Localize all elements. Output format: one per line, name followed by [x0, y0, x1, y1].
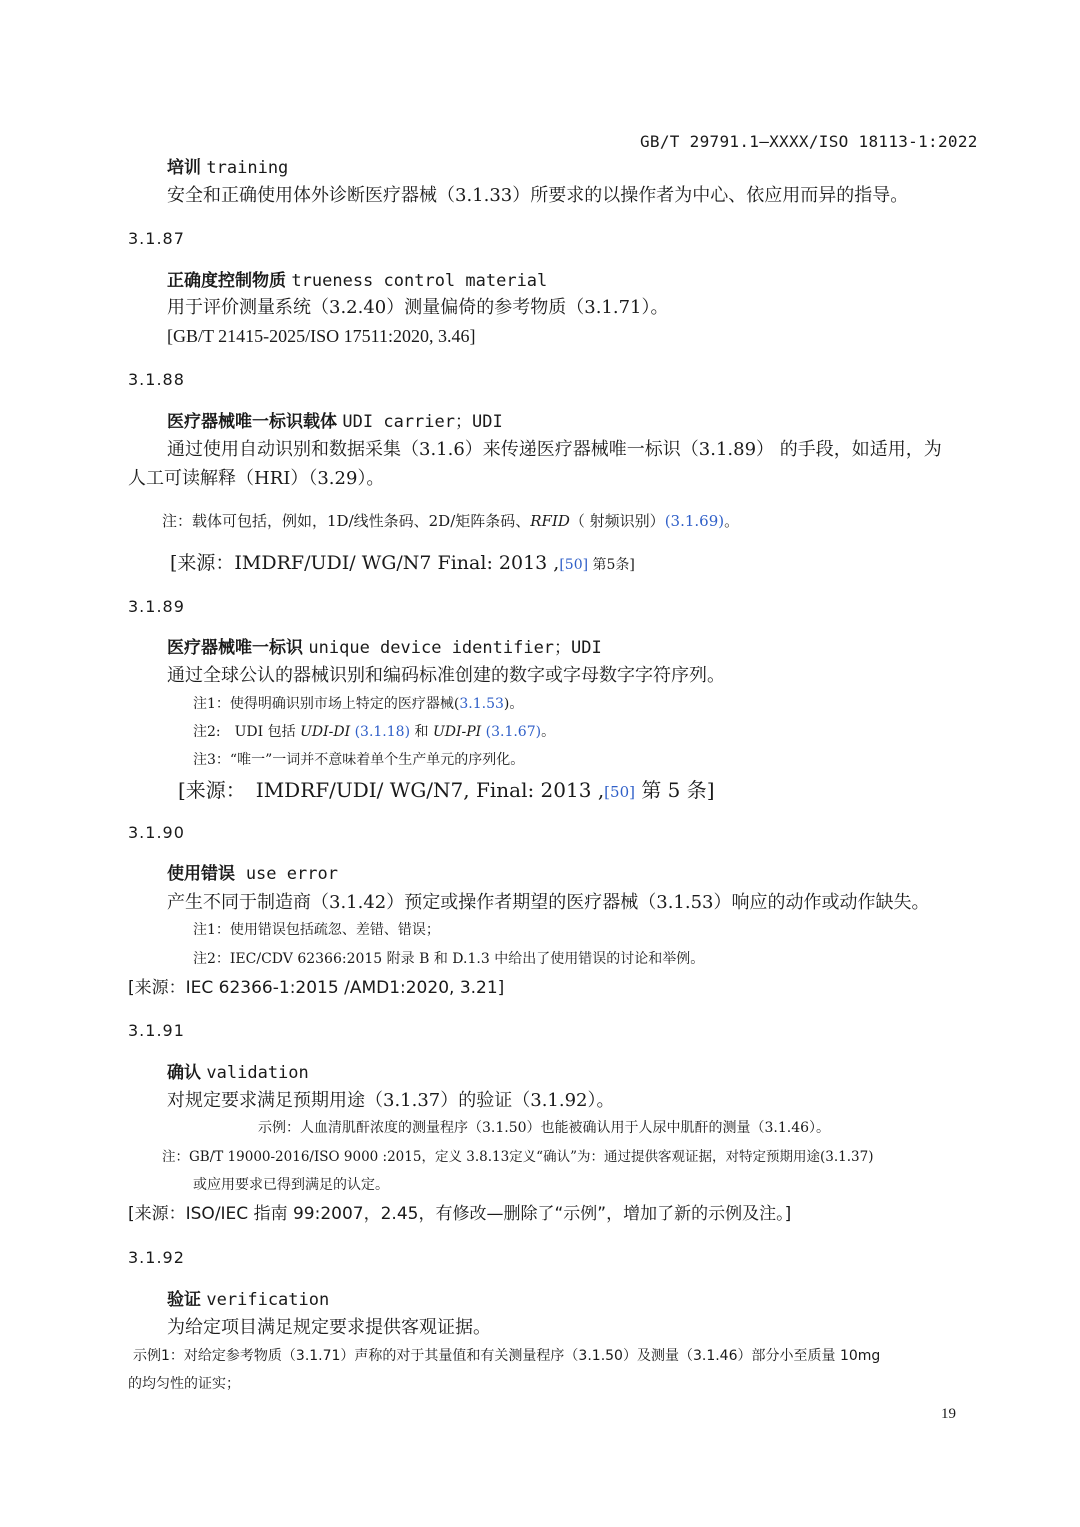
note-text: 和 [410, 724, 433, 740]
source-reference [170, 552, 635, 575]
note-text: 。 [541, 724, 556, 740]
term-heading [167, 158, 288, 178]
term-chinese: 正确度控制物质 [167, 271, 286, 291]
term-english: UDI carrier；UDI [342, 412, 503, 432]
note-text: 注：载体可包括，例如，1D/线性条码、2D/矩阵条码、 [162, 512, 531, 530]
term-chinese: 培训 [167, 158, 201, 178]
term-heading [167, 271, 547, 291]
bibliography-link[interactable]: [50] [559, 557, 589, 573]
cross-reference-link[interactable]: (3.1.69) [664, 512, 725, 530]
term-definition: 通过全球公认的器械识别和编码标准创建的数字或字母数字字符序列。 [167, 665, 725, 686]
term-heading [167, 864, 338, 884]
source-reference: [来源：ISO/IEC 指南 99:2007，2.45，有修改—删除了“示例”，增加了新的示例及注。] [128, 1204, 792, 1224]
term-chinese: 确认 [167, 1063, 201, 1083]
term-definition: 用于评价测量系统（3.2.40）测量偏倚的参考物质（3.1.71）。 [167, 297, 669, 318]
source-text: 第 5 条] [634, 778, 715, 802]
note-1: 注1：使用错误包括疏忽、差错、错误； [193, 922, 440, 938]
term-english: verification [206, 1290, 330, 1310]
cross-reference-link[interactable]: (3.1.18) [354, 724, 411, 740]
note-text: 注1：使得明确识别市场上特定的医疗器械( [193, 696, 460, 712]
term-english: validation [206, 1063, 309, 1083]
clause-number: 3.1.92 [128, 1248, 185, 1267]
term-chinese: 验证 [167, 1290, 201, 1310]
note-italic-term: RFID [530, 512, 570, 530]
term-english: training [206, 158, 289, 178]
note: 注：GB/T 19000-2016/ISO 9000 :2015，定义 3.8.13定义“确认”为：通过提供客观证据，对特定预期用途(3.1.37) [162, 1149, 874, 1165]
term-chinese: 医疗器械唯一标识载体 [167, 412, 337, 432]
clause-number: 3.1.88 [128, 370, 185, 389]
clause-number: 3.1.90 [128, 823, 185, 842]
note-1 [193, 696, 523, 713]
note-3: 注3：“唯一”一词并不意味着单个生产单元的序列化。 [193, 752, 525, 768]
term-chinese: 医疗器械唯一标识 [167, 638, 303, 658]
cross-reference-link[interactable]: 3.1.53 [459, 696, 504, 712]
source-text: [来源：IMDRF/UDI/ WG/N7 Final: 2013 , [170, 552, 560, 574]
term-definition: 安全和正确使用体外诊断医疗器械（3.1.33）所要求的以操作者为中心、依应用而异的指导。 [167, 185, 909, 206]
note-2: 注2：IEC/CDV 62366:2015 附录 B 和 D.1.3 中给出了使用错误的讨论和举例。 [193, 951, 705, 967]
term-english: unique device identifier；UDI [308, 638, 602, 658]
source-text: [来源： IMDRF/UDI/ WG/N7, Final: 2013 , [178, 778, 605, 802]
source-reference: [来源：IEC 62366-1:2015 /AMD1:2020, 3.21] [128, 978, 505, 998]
example: 示例：人血清肌酐浓度的测量程序（3.1.50）也能被确认用于人尿中肌酐的测量（3.1.46）。 [258, 1120, 831, 1136]
term-heading [167, 412, 503, 432]
note-text: 。 [724, 512, 740, 530]
bibliography-link[interactable]: [50] [604, 783, 635, 801]
term-definition: 通过使用自动识别和数据采集（3.1.6）来传递医疗器械唯一标识（3.1.89） 的手段，如适用，为 [167, 439, 942, 460]
cross-reference-link[interactable]: (3.1.67) [485, 724, 542, 740]
document-header-code: GB/T 29791.1—XXXX/ISO 18113-1:2022 [640, 132, 978, 151]
clause-number: 3.1.89 [128, 597, 185, 616]
note [162, 512, 739, 530]
note-continued: 或应用要求已得到满足的认定。 [193, 1177, 389, 1193]
example-1: 示例1：对给定参考物质（3.1.71）声称的对于其量值和有关测量程序（3.1.50）及测量（3.1.46）部分小至质量 10mg [133, 1348, 881, 1364]
term-heading [167, 1290, 329, 1310]
source-reference [178, 778, 715, 802]
source-text: 第5条] [588, 557, 635, 573]
note-2 [193, 724, 555, 741]
note-text: 注2: UDI 包括 [193, 724, 301, 740]
note-text: （ 射频识别） [569, 512, 665, 530]
term-heading [167, 638, 602, 658]
term-definition: 产生不同于制造商（3.1.42）预定或操作者期望的医疗器械（3.1.53）响应的动作或动作缺失。 [167, 892, 930, 913]
note-italic-term: UDI-PI [432, 724, 482, 740]
clause-number: 3.1.87 [128, 229, 185, 248]
term-definition: 对规定要求满足预期用途（3.1.37）的验证（3.1.92）。 [167, 1090, 615, 1111]
term-definition: 为给定项目满足规定要求提供客观证据。 [167, 1317, 491, 1338]
source-reference: [GB/T 21415-2025/ISO 17511:2020, 3.46] [167, 326, 476, 346]
term-heading [167, 1063, 309, 1083]
example-1-continued: 的均匀性的证实； [128, 1376, 240, 1392]
clause-number: 3.1.91 [128, 1021, 185, 1040]
term-definition-continued: 人工可读解释（HRI）（3.29）。 [128, 468, 385, 489]
note-italic-term: UDI-DI [300, 724, 351, 740]
note-text: )。 [503, 696, 524, 712]
term-chinese: 使用错误 [167, 864, 235, 884]
page-number: 19 [941, 1406, 956, 1422]
term-english: use error [245, 864, 338, 884]
term-english: trueness control material [291, 271, 548, 291]
